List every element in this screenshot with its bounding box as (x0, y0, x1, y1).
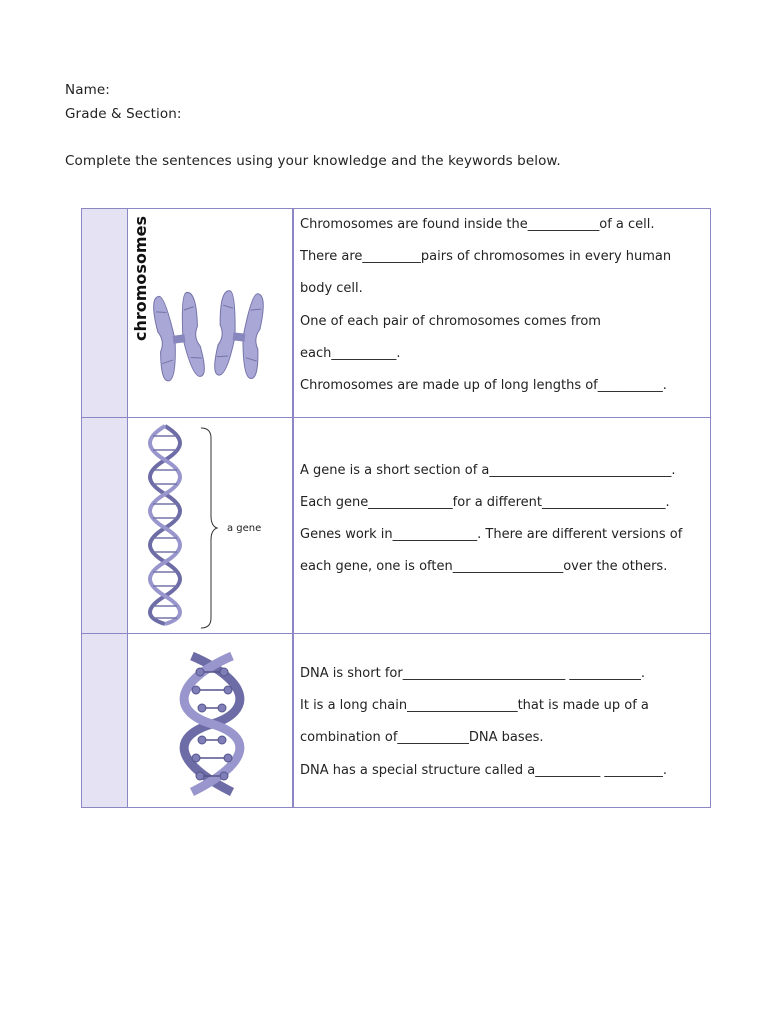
sentence-line: Chromosomes are found inside the___________of a cell. (300, 217, 655, 232)
sentence-line: combination of___________DNA bases. (300, 730, 544, 745)
sentence-line: Genes work in_____________. There are different versions of (300, 527, 683, 542)
sentence-line: One of each pair of chromosomes comes from (300, 314, 601, 329)
gene-illustration (127, 418, 292, 632)
sentence-line: There are_________pairs of chromosomes in every human (300, 249, 672, 264)
dna-strand-icon (150, 426, 180, 624)
sentence-line: Each gene_____________for a different___________________. (300, 495, 670, 510)
chromosome-icon (214, 290, 265, 379)
sentence-line: body cell. (300, 281, 363, 296)
chromosomes-label: chromosomes (131, 216, 150, 341)
chromosomes-illustration (127, 209, 292, 415)
dna-illustration (127, 634, 292, 806)
instructions: Complete the sentences using your knowledge and the keywords below. (65, 153, 561, 169)
sentence-line: It is a long chain_________________that is made up of a (300, 698, 649, 713)
illustration-cell (127, 418, 294, 633)
sentence-line: DNA is short for_________________________ ___________. (300, 666, 645, 681)
illustration-cell (127, 634, 294, 807)
gene-bracket (201, 428, 217, 628)
worksheet-table (81, 208, 711, 808)
gene-label: a gene (227, 523, 262, 534)
sentence-line: Chromosomes are made up of long lengths of__________. (300, 378, 667, 393)
grade-section-label: Grade & Section: (65, 106, 182, 122)
name-label: Name: (65, 82, 110, 98)
table-row-gene (82, 417, 710, 633)
row-label-cell (82, 418, 128, 633)
illustration-cell (127, 209, 294, 417)
table-row-chromosomes (82, 209, 710, 417)
sentence-line: A gene is a short section of a____________________________. (300, 463, 676, 478)
sentence-line: each gene, one is often_________________over the others. (300, 559, 668, 574)
row-label-cell (82, 209, 128, 417)
sentence-line: each__________. (300, 346, 401, 361)
row-label-cell (82, 634, 128, 807)
table-row-dna (82, 633, 710, 807)
chromosome-icon (152, 291, 206, 381)
dna-double-helix-icon (184, 656, 240, 792)
sentence-line: DNA has a special structure called a__________ _________. (300, 763, 668, 778)
